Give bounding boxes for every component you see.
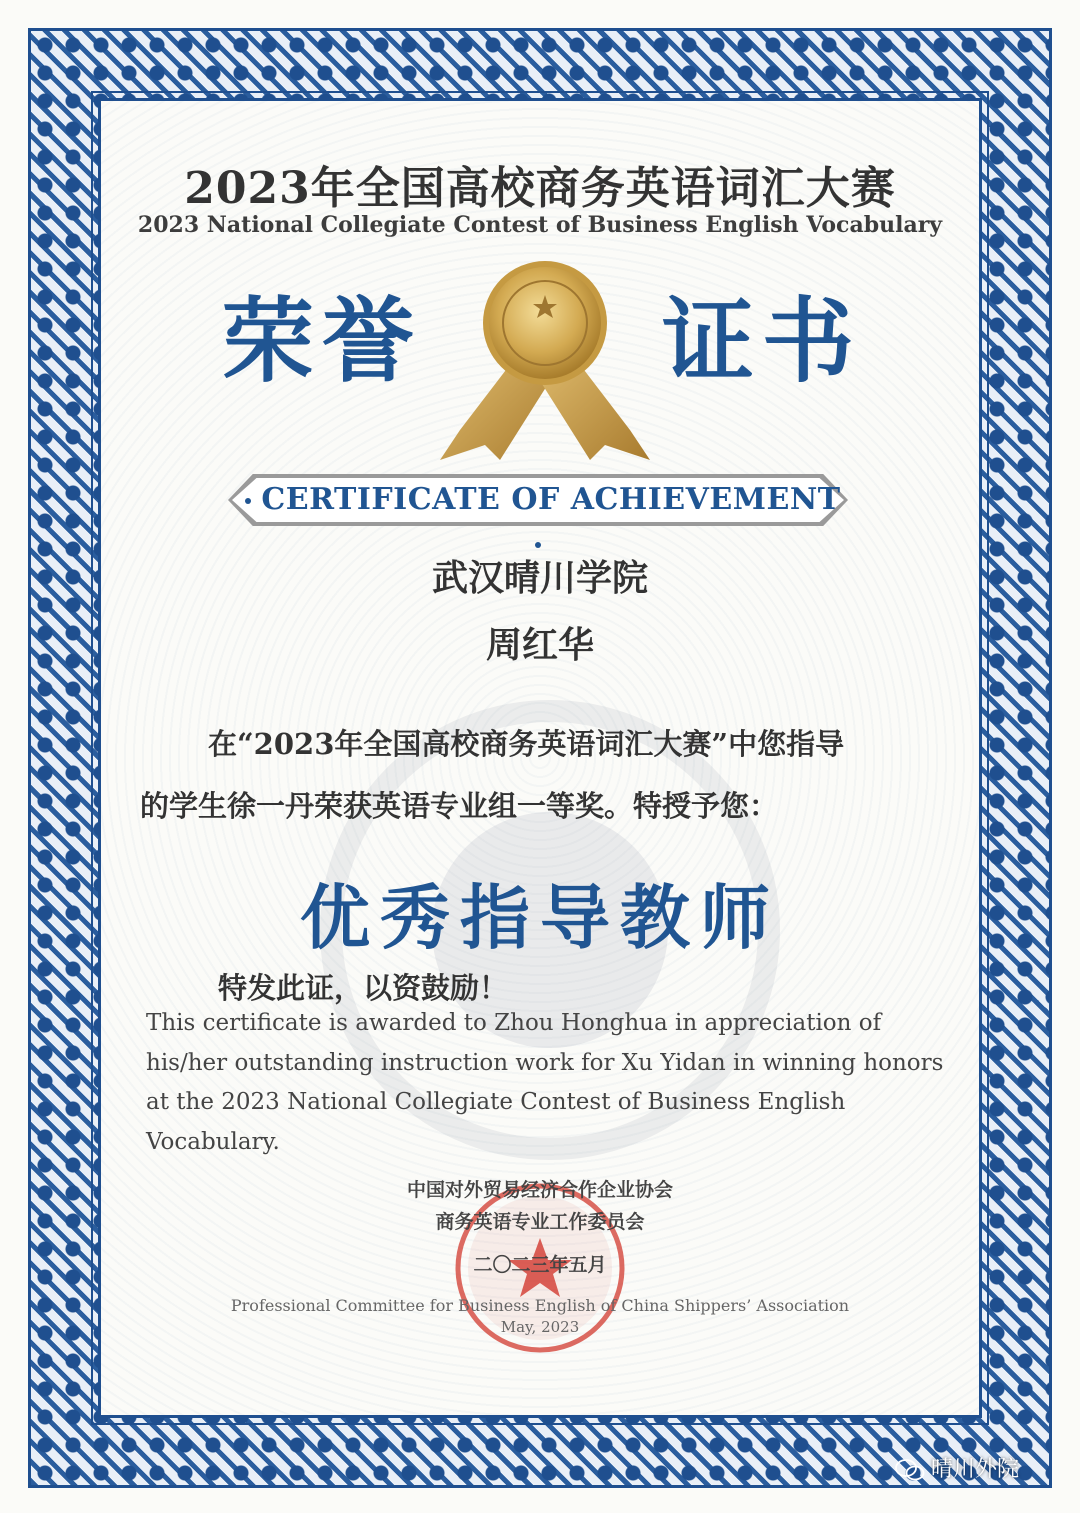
contest-title-cn: 2023年全国高校商务英语词汇大赛 xyxy=(184,163,896,214)
banner-dot-left xyxy=(245,498,251,504)
honor-heading-left: 荣誉 xyxy=(222,287,423,395)
citation-line-2: 的学生徐一丹荣获英语专业组一等奖。特授予您： xyxy=(140,789,779,823)
account-name: 晴川外院 xyxy=(931,1457,1020,1482)
account-watermark xyxy=(895,1452,1019,1492)
school-name: 武汉晴川学院 xyxy=(431,557,648,599)
recipient-name: 周红华 xyxy=(485,624,594,666)
issuer-en: Professional Committee for Business English of China Shippers’ Association xyxy=(230,1296,850,1315)
award-title: 优秀指导教师 xyxy=(300,876,780,959)
encouragement-text: 特发此证，以资鼓励！ xyxy=(218,971,509,1005)
issuer-line-1: 中国对外贸易经济合作企业协会 xyxy=(406,1179,673,1201)
banner-text: CERTIFICATE OF ACHIEVEMENT xyxy=(261,482,841,517)
issue-date-en: May, 2023 xyxy=(500,1318,580,1336)
banner-dot-right xyxy=(535,542,541,548)
contest-title-en: 2023 National Collegiate Contest of Business English Vocabulary xyxy=(137,212,943,238)
issuer-line-2: 商务英语专业工作委员会 xyxy=(435,1211,645,1233)
gold-medal-icon xyxy=(430,255,660,465)
citation-line-1: 在“2023年全国高校商务英语词汇大赛”中您指导 xyxy=(208,727,845,761)
honor-heading-right: 证书 xyxy=(662,287,863,395)
issue-date-cn: 二〇二三年五月 xyxy=(473,1254,607,1276)
wechat-icon xyxy=(895,1459,925,1481)
english-citation: This certificate is awarded to Zhou Honghua in appreciation of his/her outstanding instruction work for Xu Yidan in winning honors at the 2023 National Collegiate Contest of Business English Vocabulary. xyxy=(146,1010,944,1155)
